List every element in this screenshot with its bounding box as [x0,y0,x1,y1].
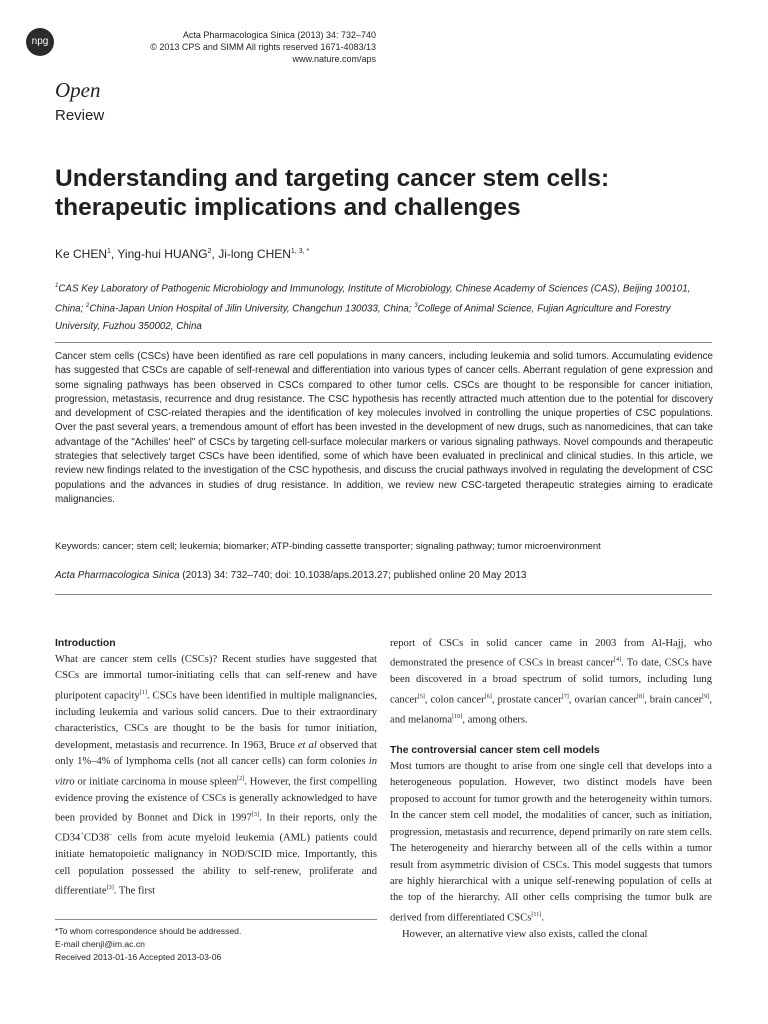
affiliations [55,278,715,335]
text-run: What are cancer stem cells (CSCs)? Recent studies have suggested that CSCs are immortal tumor-initiating cells that can self-renew and have pluripotent capacity [55,654,377,702]
divider [55,594,712,595]
reference-link[interactable]: [2] [237,774,245,782]
body-paragraph: However, an alternative view also exists, called the clonal [402,928,648,940]
email-line[interactable]: E-mail chenjl@im.ac.cn [55,939,145,949]
reference-link[interactable]: [3] [106,884,114,892]
reference-link[interactable]: [5] [417,692,425,700]
npg-logo: npg [26,28,54,56]
text-run: , brain cancer [644,694,703,706]
affil-number: 1 [55,283,59,289]
abstract: Cancer stem cells (CSCs) have been identified as rare cell populations in many cancers, including leukemia and solid tumors. Accumulating evidence has suggested that CSCs are capable of self-renewal and differentiation into various types of cancer cells. Aberrant regulation of gene expression and some signaling pathways has been observed in CSCs compared to other tumor cells. CSCs are thought to be responsible for cancer initiation, progression, metastasis, recurrence and drug resistance. The CSC hypothesis has recently attracted much attention due to the potential for discovery and development of CSC-related therapies and the identification of key molecules involved in controlling the unique properties of CSC populations. Over the past several years, a tremendous amount of effort has been invested in the development of new drugs, such as nanomedicines, that can take advantage of the "Achilles' heel" of CSCs by targeting cell-surface molecular markers or various signaling pathways. Novel compounds and therapeutic strategies that selectively target CSCs have been identified, some of which have been evaluated in preclinical and clinical studies. In this article, we review new findings related to the investigation of the CSC hypothesis, and discuss the crucial pathways involved in regulating the development of CSC populations and the advances in studies of drug resistance. In addition, we review new CSC-targeted therapeutic strategies aiming to eradicate malignancies. [55,351,713,505]
journal-url[interactable]: www.nature.com/aps [292,54,376,64]
section-heading-csc-models: The controversial cancer stem cell models [390,744,600,756]
reference-link[interactable]: [9] [702,692,710,700]
italic-text: et al [297,739,317,751]
affil-number: 2 [86,302,90,309]
reference-link[interactable]: [3] [251,811,259,819]
text-run: . To date, CSCs have been discovered in a broad spectrum of solid tumors, including lung cancer [390,657,712,706]
body-paragraph [55,652,377,900]
journal-header [0,29,376,65]
text-run: or initiate carcinoma in mouse spleen [74,776,238,788]
text-run: . CSCs have been identified in multiple malignancies, including leukemia and various solid cancers. Due to their extraordinary characteristics, CSCs are thought to be the basis for tumor initiation, development, metastasis and recurrence. In 1963, Bruce [55,690,377,751]
text-run: , prostate cancer [491,694,562,706]
reference-link[interactable]: [7] [561,692,569,700]
text-run: , among others. [462,714,528,726]
superscript: – [109,831,113,839]
reference-link[interactable]: [6] [484,692,492,700]
text-run: , and melanoma [390,694,712,726]
reference-link[interactable]: [10] [452,712,463,720]
reference-link[interactable]: [1] [139,688,147,696]
citation-line [55,570,715,581]
author-affil-sup: 2 [207,248,212,255]
correspondence-note [55,925,377,938]
divider [55,342,712,343]
author-name: Ying-hui HUANG [117,247,208,261]
author-name: Ji-long CHEN [218,247,291,261]
keywords: Keywords: cancer; stem cell; leukemia; biomarker; ATP-binding cassette transporter; signaling pathway; tumor microenvironment [55,541,601,552]
copyright-line: © 2013 CPS and SIMM All rights reserved 1671-4083/13 [150,42,376,52]
text-run: , colon cancer [424,694,485,706]
open-access-label: Open [55,78,101,102]
reference-link[interactable]: [4] [613,656,622,664]
superscript: + [80,831,84,839]
text-run: . [541,912,545,924]
body-paragraph [390,636,712,729]
left-column [55,636,377,900]
footnote-star: * [55,926,59,936]
reference-link[interactable]: [8] [636,692,645,700]
reference-link[interactable]: [11] [531,910,542,918]
footnote-divider [55,919,377,920]
affiliation-text: College of Animal Science, Fujian Agriculture and Forestry University, Fuzhou 350002, China [55,303,671,332]
text-run: cells from acute myeloid leukemia (AML) patients could initiate hematopoietic malignancy in NOD/SCID mice. Importantly, this cell population possessed the ability to self-renew, proliferate and differentiate [55,832,377,897]
author-name: Ke CHEN [55,247,108,261]
article-title: Understanding and targeting cancer stem cells: therapeutic implications and challenges [55,165,610,221]
text-run: . The first [113,885,156,897]
text-run: observed that only 1%–4% of lymphoma cells (not all cancer cells) can form colonies [55,739,377,768]
italic-text: in vitro [55,756,377,788]
footnotes [55,925,377,964]
author-list: Ke CHEN$^1$, Ying-hui HUANG$^2$, Ji-long $CHEN^{1, 3, *}$ [55,247,310,261]
text-run: CD38 [83,832,110,844]
text-run: Most tumors are thought to arise from one single cell that develops into a heterogeneous population. However, two distinct models have been proposed to account for tumor growth and the heterogeneity within tumors. In the cancer stem cell model, the modalities of cancer, such as initiation, progression, metastasis and recurrence, depend primarily on rare stem cells. The heterogeneity and hierarchy between all of the cells within a tumor result from asymmetric division of CSCs. This model suggests that tumors are highly hierarchical with a unique self-renewing population of cells at the top of the hierarchy. All other cells comprising the tumor bulk are derived from differentiated CSCs [390,760,712,924]
received-accepted-dates: Received 2013-01-16 Accepted 2013-03-06 [55,952,222,962]
author-affil-sup: 1 [107,248,111,255]
body-paragraph [390,759,712,927]
affiliation-text: China-Japan Union Hospital of Jilin University, Changchun 130033, China; [89,303,415,315]
affiliation-text: CAS Key Laboratory of Pathogenic Microbiology and Immunology, Institute of Microbiology, Chinese Academy of Sciences (CAS), Beijing 100101, China; [55,283,691,315]
article-type: Review [55,107,105,124]
section-heading-introduction: Introduction [55,638,116,649]
text-run: . However, the first compelling evidence proving the existence of CSCs is generally acknowledged to have been provided by Bonnet and Dick in 1997 [55,776,377,824]
author-affil-sup: 1, 3, * [290,248,310,255]
correspondence-text: To whom correspondence should be addressed. [58,926,242,936]
citation-journal: Acta Pharmacologica Sinica [55,570,180,581]
journal-line: Acta Pharmacologica Sinica (2013) 34: 732–740 [182,30,376,40]
text-run: report of CSCs in solid cancer came in 2003 from Al-Hajj, who demonstrated the presence of CSCs in breast cancer [390,638,712,669]
text-run: , ovarian cancer [568,694,637,706]
text-run: . In their reports, only the CD34 [55,812,377,844]
right-column [390,636,712,943]
citation-details: (2013) 34: 732–740; doi: 10.1038/aps.2013.27; published online 20 May 2013 [179,570,527,581]
affil-number: 3 [414,302,418,309]
